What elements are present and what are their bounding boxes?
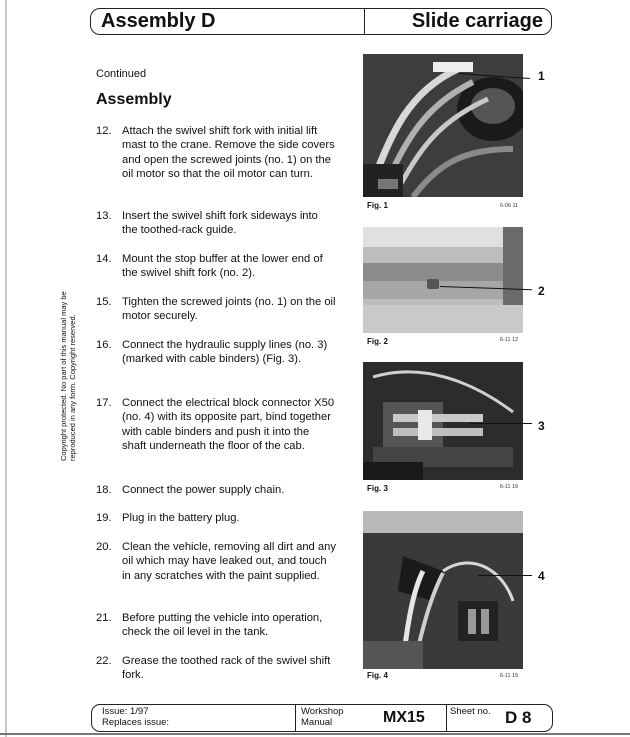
step-number: 14. [96, 253, 112, 265]
step-text: Clean the vehicle, removing all dirt and any oil which may have leaked out, and touch in any scratches with the paint supplied. [122, 541, 336, 582]
step-text: Insert the swivel shift fork sideways into the toothed-rack guide. [122, 210, 318, 237]
step-text: Attach the swivel shift fork with initial lift mast to the crane. Remove the side covers and open the screwed joints (no. 1) on the oil motor so that the oil motor can turn. [122, 125, 335, 180]
callout-4: 4 [538, 569, 545, 583]
step-text: Mount the stop buffer at the lower end of the swivel shift fork (no. 2). [122, 253, 323, 280]
footer-sheet-label: Sheet no. [450, 706, 491, 717]
step-text: Tighten the screwed joints (no. 1) on the oil motor securely. [122, 296, 336, 323]
footer-doc-type [301, 706, 344, 732]
step-number: 13. [96, 210, 112, 222]
footer-doc-type-line1: Workshop [301, 706, 344, 717]
copyright-notice: Copyright protected. No part of this manual may be reproduced in any form. Copyright reserved. [59, 291, 77, 461]
step-number: 12. [96, 125, 112, 137]
step-text: Grease the toothed rack of the swivel shift fork. [122, 655, 331, 682]
step-text: Before putting the vehicle into operation, check the oil level in the tank. [122, 612, 323, 639]
figure-2-label: Fig. 2 [367, 337, 388, 346]
step-text: Connect the electrical block connector X50 (no. 4) with its opposite part, bind together with cable binders and push it into the shaft underneath the floor of the cab. [122, 397, 335, 452]
step-number: 19. [96, 512, 112, 524]
figure-2-photo [363, 227, 523, 333]
section-heading: Assembly [96, 91, 172, 108]
step-number: 16. [96, 339, 112, 351]
footer-doc-type-line2: Manual [301, 717, 333, 728]
continued-label: Continued [96, 68, 147, 80]
footer-issue: Issue: 1/97 [102, 706, 149, 717]
header-divider [364, 9, 365, 34]
figure-3-photo [363, 362, 523, 480]
footer-replaces: Replaces issue: [102, 717, 170, 728]
step-text: Connect the power supply chain. [122, 484, 285, 496]
figure-1-code: 6-06 11 [500, 203, 519, 209]
footer-issue-cell [102, 706, 169, 732]
step-number: 22. [96, 655, 112, 667]
step-number: 20. [96, 541, 112, 553]
footer-divider [446, 705, 447, 731]
page-header [90, 8, 552, 35]
callout-1: 1 [538, 69, 545, 83]
page-bottom-rule [0, 733, 630, 735]
header-title-left: Assembly D [101, 10, 216, 32]
figure-4-photo [363, 511, 523, 669]
footer-divider [295, 705, 296, 731]
callout-3: 3 [538, 419, 545, 433]
step-text: Plug in the battery plug. [122, 512, 240, 524]
page-edge-rule [5, 0, 7, 737]
figure-4-label: Fig. 4 [367, 671, 388, 680]
step-number: 15. [96, 296, 112, 308]
figure-4-code: 6-11 15 [500, 673, 519, 679]
step-number: 18. [96, 484, 112, 496]
header-title-right: Slide carriage [411, 10, 543, 32]
figure-2-code: 6-11 12 [500, 337, 519, 343]
page-footer [91, 704, 553, 732]
step-text: Connect the hydraulic supply lines (no. 3) (marked with cable binders) (Fig. 3). [122, 339, 328, 366]
step-number: 17. [96, 397, 112, 409]
step-number: 21. [96, 612, 112, 624]
footer-sheet-number: D 8 [505, 708, 532, 727]
figure-1-label: Fig. 1 [367, 201, 388, 210]
figure-3-label: Fig. 3 [367, 484, 388, 493]
footer-model: MX15 [383, 709, 425, 726]
callout-4-leader [478, 575, 532, 576]
callout-3-leader [470, 423, 532, 424]
callout-2: 2 [538, 284, 545, 298]
figure-3-code: 6-11 16 [500, 484, 519, 490]
